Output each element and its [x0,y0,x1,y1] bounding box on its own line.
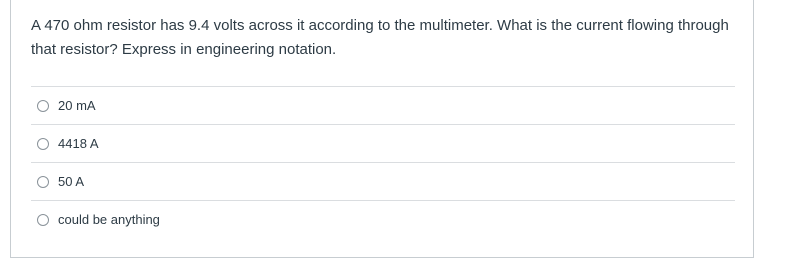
question-card [10,0,754,258]
answer-label: 4418 A [58,136,99,151]
radio-button[interactable] [37,176,49,188]
radio-button[interactable] [37,100,49,112]
radio-button[interactable] [37,214,49,226]
answer-label: 20 mA [58,98,96,113]
answer-label: 50 A [58,174,85,189]
answer-option[interactable] [31,200,735,238]
answer-list [31,86,735,238]
answer-option[interactable] [31,86,735,124]
answer-label: could be anything [58,212,160,227]
question-text: A 470 ohm resistor has 9.4 volts across it according to the multimeter. What is the current flowing through that resistor? Express in engineering notation. [31,17,729,58]
radio-button[interactable] [37,138,49,150]
answer-option[interactable] [31,162,735,200]
answer-option[interactable] [31,124,735,162]
